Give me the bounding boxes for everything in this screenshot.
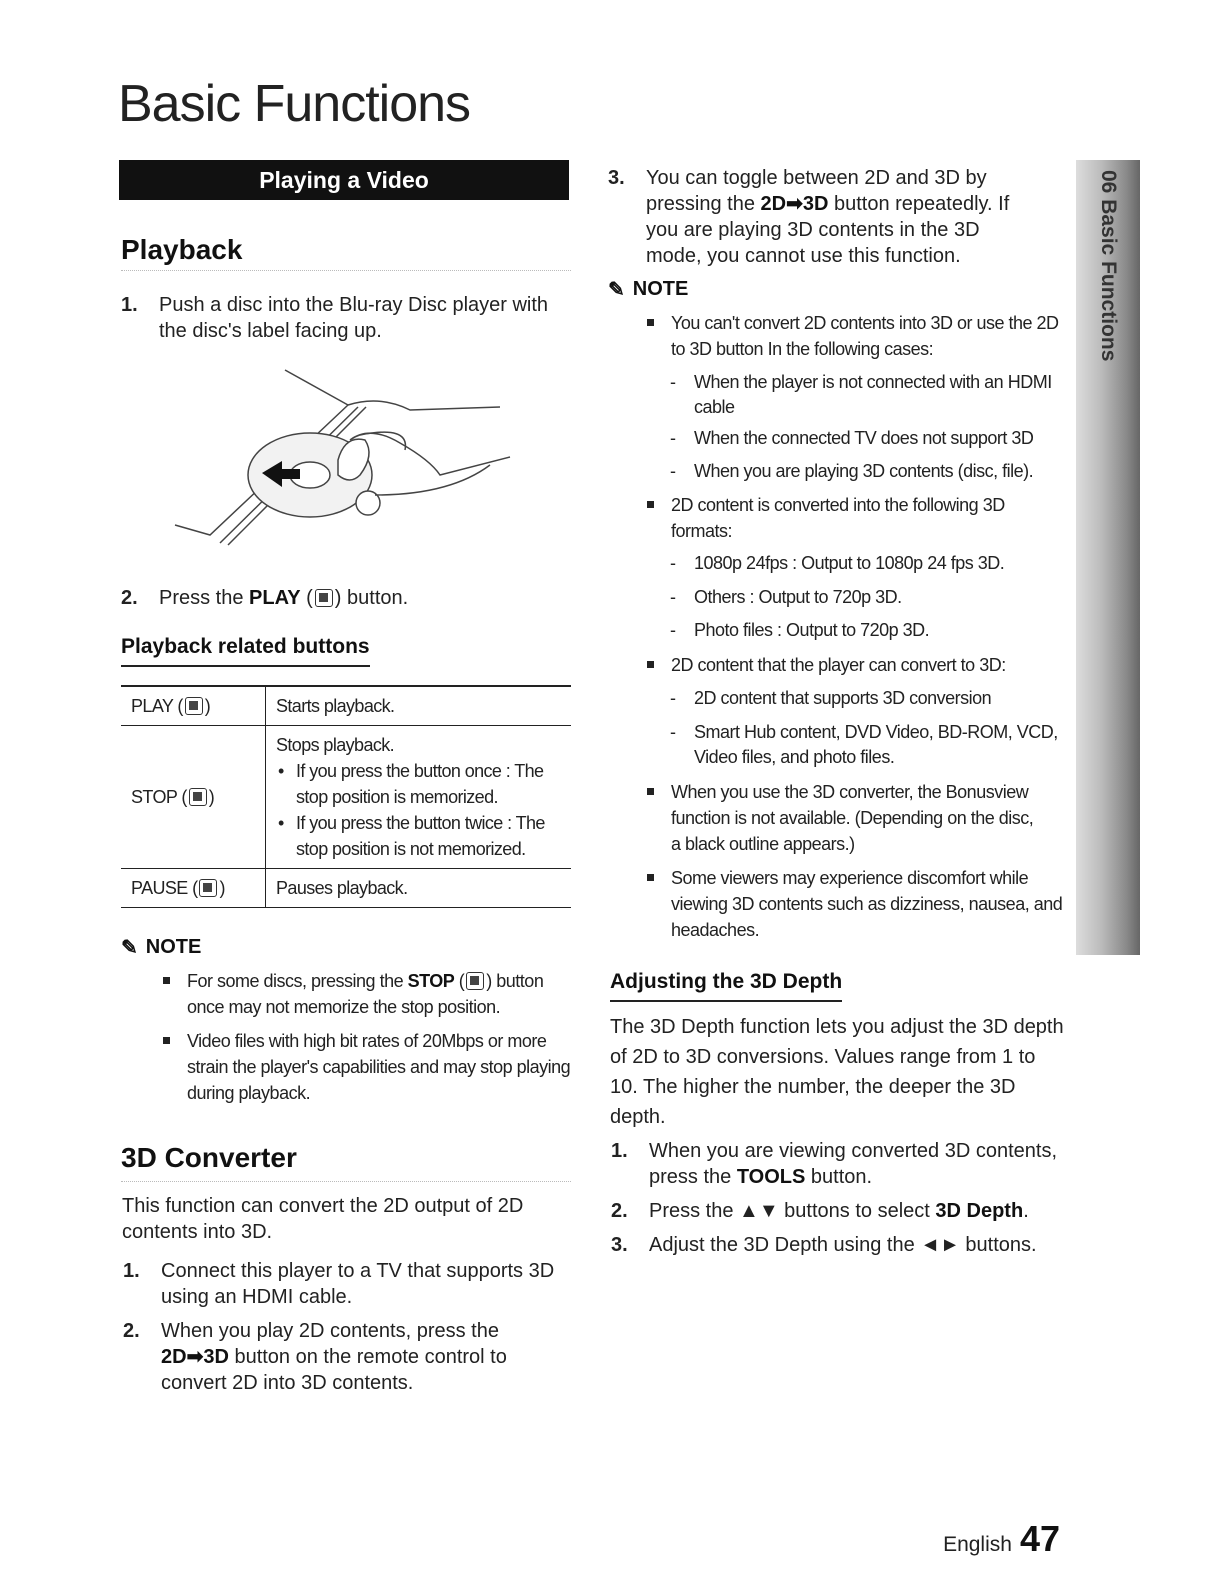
pencil-note-icon: ✎ — [608, 279, 625, 301]
playback-step-2: 2. Press the PLAY ( ) button. — [121, 587, 409, 609]
note-heading: ✎ NOTE — [608, 278, 689, 301]
note-dash-item: - Photo files : Output to 720p 3D. — [670, 620, 930, 640]
depth-heading: Adjusting the 3D Depth — [610, 970, 842, 1002]
note-bullet: Some viewers may experience discomfort while viewing 3D contents such as dizziness, nausea, and headaches. — [647, 865, 1067, 943]
chapter-side-tab-label: 06 Basic Functions — [1097, 170, 1120, 362]
play-button-icon — [315, 589, 333, 607]
table-row: PAUSE ( ) Pauses playback. — [121, 869, 571, 908]
note-dash-item: - When the connected TV does not support 3D — [670, 428, 1034, 448]
playback-step-1: 1. Push a disc into the Blu-ray Disc player with the disc's label facing up. — [121, 294, 549, 342]
converter-step-1: 1. Connect this player to a TV that supports 3D using an HDMI cable. — [123, 1260, 555, 1308]
note-dash-item: - Others : Output to 720p 3D. — [670, 587, 902, 607]
page-title: Basic Functions — [118, 75, 471, 133]
depth-step-3: 3. Adjust the 3D Depth using the ◄► buttons. — [611, 1234, 1037, 1256]
converter-heading: 3D Converter — [121, 1142, 297, 1173]
depth-intro: The 3D Depth function lets you adjust the 3D depth of 2D to 3D conversions. Values range from 1 to 10. The higher the number, the deeper the 3D depth. — [610, 1016, 1064, 1128]
section-banner: Playing a Video — [119, 160, 569, 200]
note-bullet: 2D content that the player can convert to 3D: — [647, 652, 1067, 678]
note-dash-item: - 1080p 24fps : Output to 1080p 24 fps 3D. — [670, 553, 1005, 573]
note-bullet: You can't convert 2D contents into 3D or use the 2D to 3D button In the following cases: — [647, 310, 1067, 362]
footer-language: English — [943, 1533, 1012, 1556]
related-buttons-heading: Playback related buttons — [121, 635, 370, 667]
pencil-note-icon: ✎ — [121, 937, 138, 959]
note-dash-item: - When you are playing 3D contents (disc, file). — [670, 461, 1034, 481]
divider — [121, 1181, 571, 1182]
play-button-icon — [185, 697, 203, 715]
converter-step-2: 2. When you play 2D contents, press the 2D➡3D button on the remote control to convert 2D into 3D contents. — [123, 1320, 507, 1394]
stop-button-icon — [466, 972, 484, 990]
note-bullet: Video files with high bit rates of 20Mbps or more strain the player's capabilities and may stop playing during playback. — [163, 1028, 573, 1106]
note-dash-item: - 2D content that supports 3D conversion — [670, 688, 992, 708]
page-footer — [943, 1518, 1060, 1560]
disc-insert-illustration — [170, 365, 520, 555]
page-number: 47 — [1019, 1518, 1060, 1559]
chapter-side-tab — [1076, 160, 1140, 955]
note-dash-item: - Smart Hub content, DVD Video, BD-ROM, VCD, Video files, and photo files. — [670, 722, 1058, 767]
table-row: PLAY ( ) Starts playback. — [121, 686, 571, 726]
table-row: STOP ( ) Stops playback. • If you press the button once : The stop position is memorized. • If you press the button twice : The stop position is not memorized. — [121, 726, 571, 869]
note-dash-item: - When the player is not connected with an HDMI cable — [670, 372, 1052, 417]
depth-step-1: 1. When you are viewing converted 3D contents, press the TOOLS button. — [611, 1140, 1057, 1188]
depth-step-2: 2. Press the ▲▼ buttons to select 3D Depth. — [611, 1200, 1029, 1222]
note-heading: ✎ NOTE — [121, 936, 202, 959]
playback-heading: Playback — [121, 234, 243, 265]
converter-step-3: 3. You can toggle between 2D and 3D by pressing the 2D➡3D button repeatedly. If you are playing 3D contents in the 3D mode, you cannot use this function. — [608, 167, 1010, 267]
note-bullet: For some discs, pressing the STOP ( ) button once may not memorize the stop position. — [163, 968, 573, 1020]
converter-intro: This function can convert the 2D output of 2D contents into 3D. — [122, 1195, 524, 1243]
divider — [121, 270, 571, 271]
note-bullet: When you use the 3D converter, the Bonusview function is not available. (Depending on the disc, a black outline appears.) — [647, 779, 1047, 857]
playback-buttons-table — [121, 685, 571, 908]
pause-button-icon — [199, 879, 217, 897]
note-bullet: 2D content is converted into the following 3D formats: — [647, 492, 1027, 544]
stop-button-icon — [189, 788, 207, 806]
